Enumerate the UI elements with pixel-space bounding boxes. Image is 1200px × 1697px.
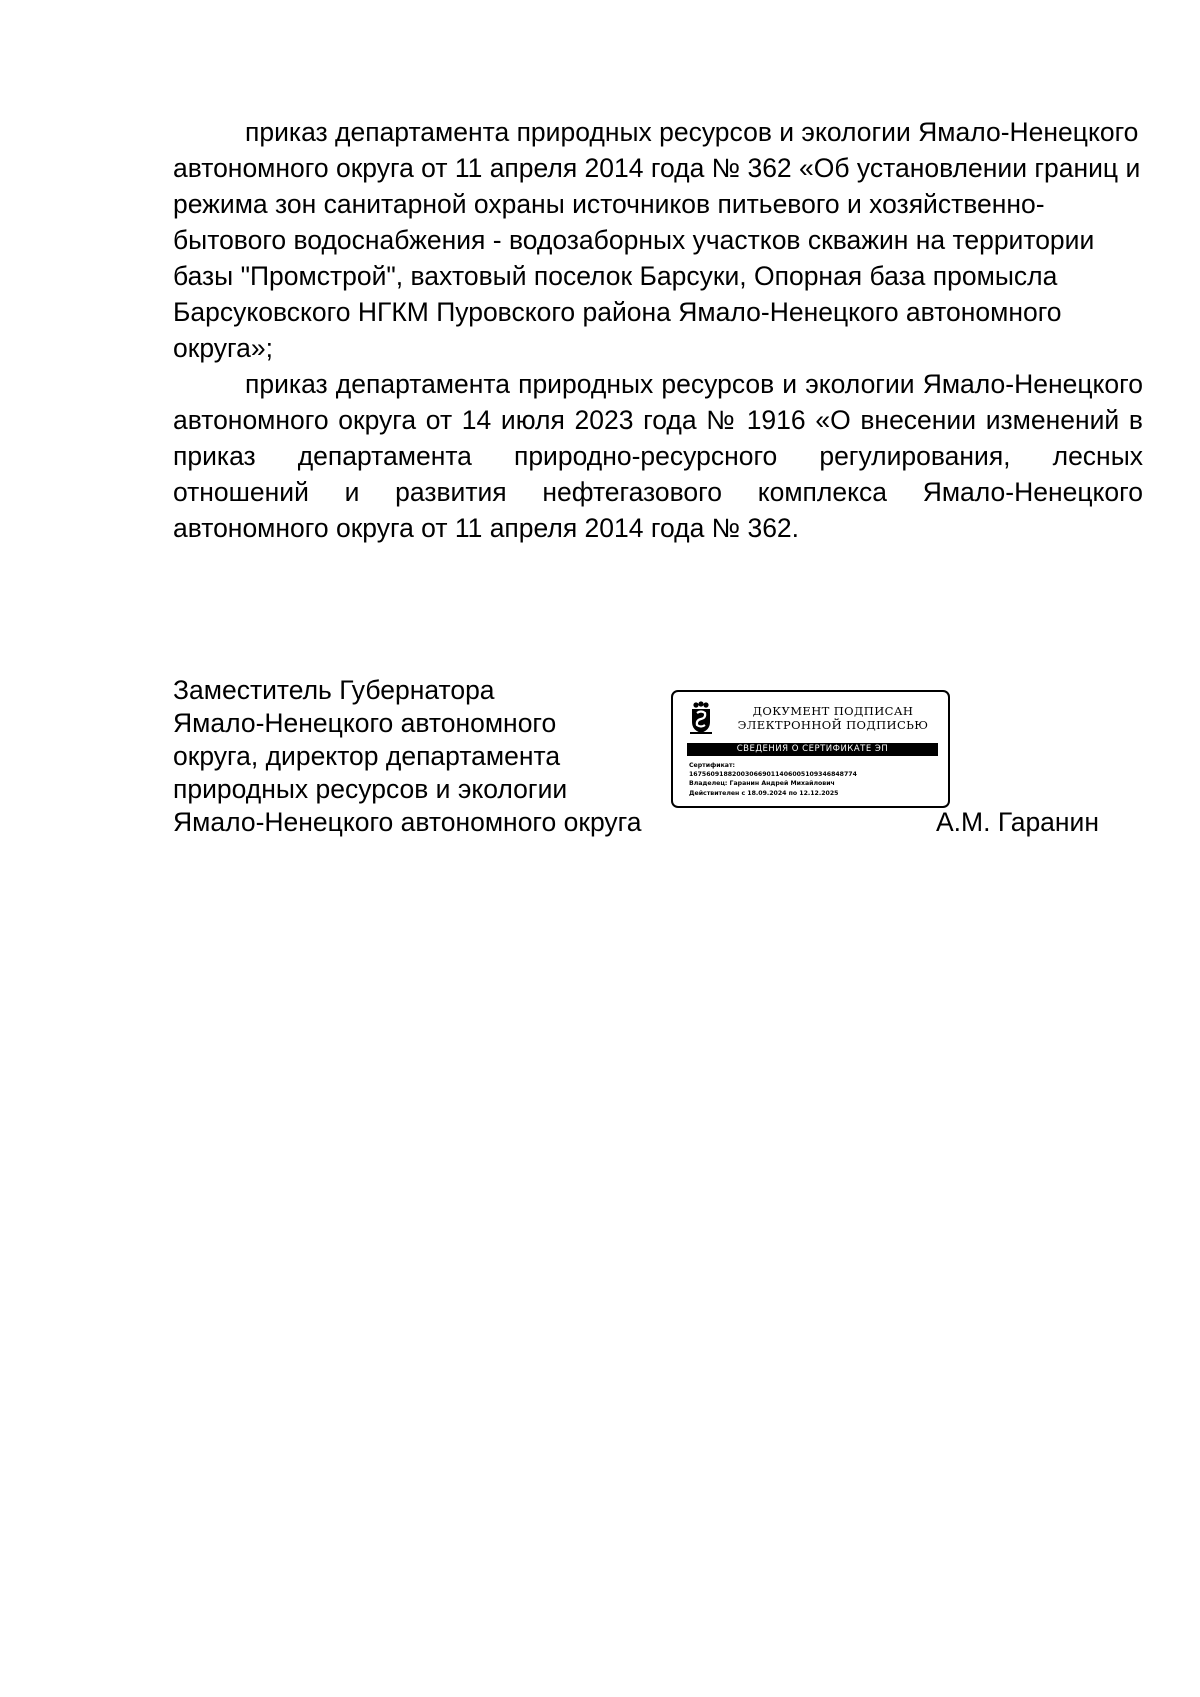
signatory-title-line: Заместитель Губернатора [173,675,495,705]
certificate-validity: Действителен с 18.09.2024 по 12.12.2025 [689,789,839,797]
document-body [173,114,1143,546]
signatory-name: А.М. Гаранин [936,807,1099,837]
stamp-heading-line: ДОКУМЕНТ ПОДПИСАН [752,704,914,718]
order-paragraph-1: приказ департамента природных ресурсов и экологии Ямало-Ненецкого автономного округа от 11 апреля 2014 года № 362 «Об установлении границ и режима зон санитарной охраны источников питьевого и хозяйственно-бытового водоснабжения - водозаборных участков скважин на территории базы "Промстрой", вахтовый поселок Барсуки, Опорная база промысла Барсуковского НГКМ Пуровского района Ямало-Ненецкого автономного округа»; [173,117,1141,363]
signatory-title-line: округа, директор департамента [173,741,561,771]
certificate-owner: Владелец: Гаранин Андрей Михайлович [689,780,835,788]
signatory-title [173,674,733,839]
certificate-number: 167560918820030669011406005109346848774 [689,771,857,779]
signatory-title-line: Ямало-Ненецкого автономного [173,708,557,738]
stamp-heading-line: ЭЛЕКТРОННОЙ ПОДПИСЬЮ [737,718,929,732]
certificate-label: Сертификат: [689,762,735,769]
stamp-heading [721,704,945,732]
stamp-details [689,761,944,798]
stamp-certificate-bar: СВЕДЕНИЯ О СЕРТИФИКАТЕ ЭП [687,743,938,756]
electronic-signature-stamp [671,690,950,808]
order-paragraph-2: приказ департамента природных ресурсов и экологии Ямало-Ненецкого автономного округа от 14 июля 2023 года № 1916 «О внесении изменений в приказ департамента природно-ресурсного регулирования, лесных отношений и развития нефтегазового комплекса Ямало-Ненецкого автономного округа от 11 апреля 2014 года № 362. [173,369,1143,543]
signatory-title-line: природных ресурсов и экологии [173,774,568,804]
coat-of-arms-icon [689,701,713,735]
signatory-title-line: Ямало-Ненецкого автономного округа [173,807,642,837]
